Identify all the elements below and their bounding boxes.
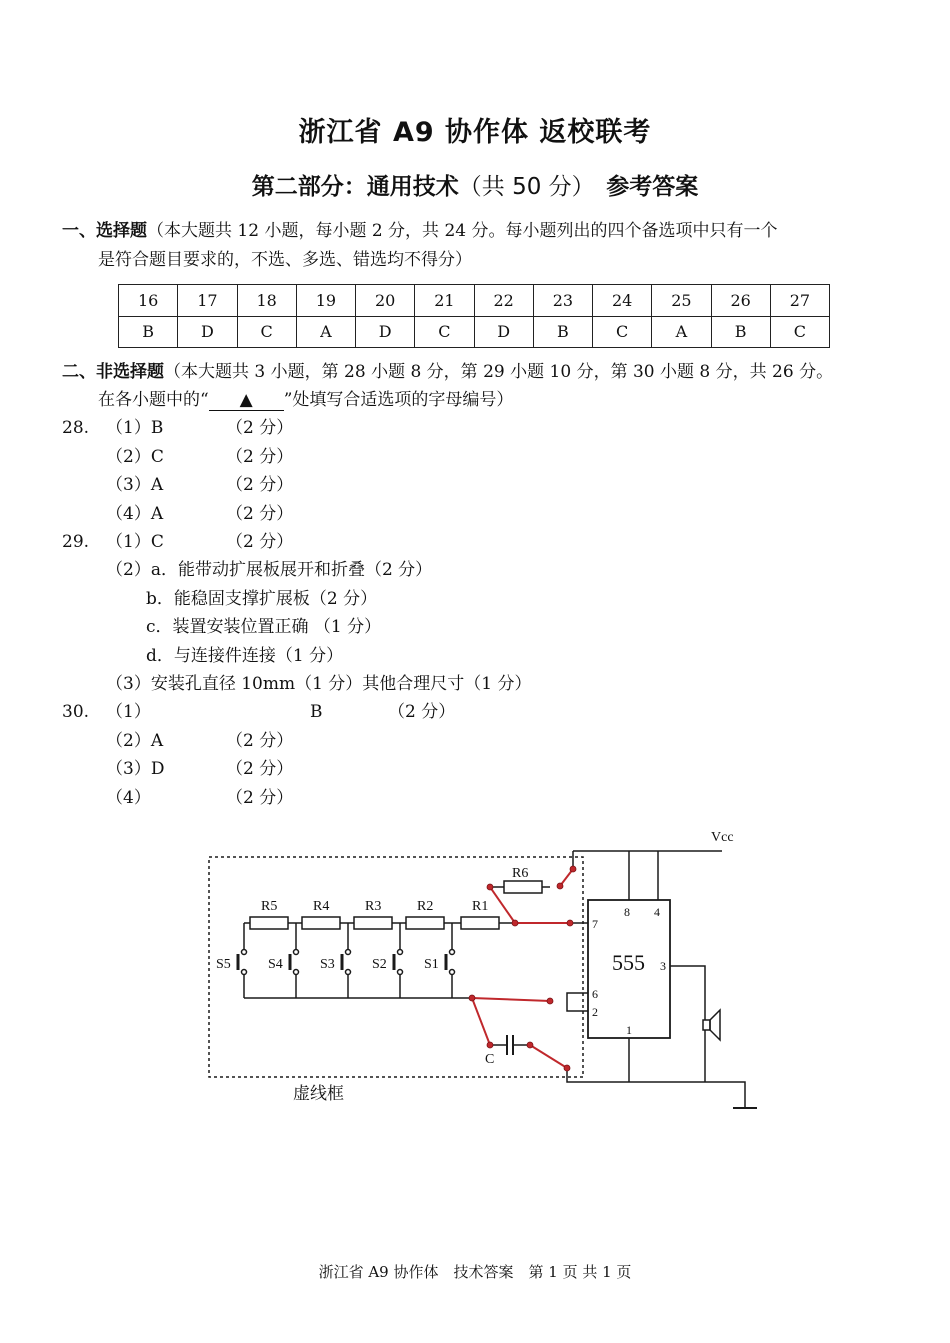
speaker-icon xyxy=(703,1020,710,1030)
q30-part4-score: （2 分） xyxy=(226,788,294,808)
pin-6: 6 xyxy=(592,987,598,1001)
q29-part1-score: （2 分） xyxy=(226,532,294,552)
question-number-cell: 20 xyxy=(356,285,415,317)
pin-3: 3 xyxy=(660,959,666,973)
label-s1: S1 xyxy=(424,957,439,972)
page-footer: 浙江省 A9 协作体 技术答案 第 1 页 共 1 页 xyxy=(318,1263,632,1281)
answer-cell: C xyxy=(237,316,296,348)
question-number-cell: 26 xyxy=(711,285,770,317)
label-dashed-frame: 虚线框 xyxy=(293,1084,344,1104)
speaker-cone-icon xyxy=(710,1010,720,1040)
resistor-r6 xyxy=(504,881,542,893)
answer-cell: C xyxy=(770,316,829,348)
answer-cell: B xyxy=(119,316,178,348)
answer-blank-marker: ▲ xyxy=(209,390,284,411)
answer-cell: D xyxy=(474,316,533,348)
q30-part4-label: （4） xyxy=(106,788,151,808)
label-s4: S4 xyxy=(268,957,283,972)
question-number-cell: 22 xyxy=(474,285,533,317)
label-r2: R2 xyxy=(417,899,434,914)
question-number-cell: 24 xyxy=(593,285,652,317)
label-s3: S3 xyxy=(320,957,335,972)
section2-heading: 二、非选择题 xyxy=(62,362,164,382)
section2-desc1: （本大题共 3 小题，第 28 小题 8 分，第 29 小题 10 分，第 30 小题 8 分，共 26 分。 xyxy=(164,362,834,382)
capacitor xyxy=(490,1035,530,1055)
pin-1: 1 xyxy=(626,1023,632,1037)
q29-part3: （3）安装孔直径 10mm（1 分）其他合理尺寸（1 分） xyxy=(106,674,532,694)
q29-part2-b: b．能稳固支撑扩展板（2 分） xyxy=(146,589,378,609)
question-number-cell: 19 xyxy=(296,285,355,317)
label-r6: R6 xyxy=(512,866,529,881)
q30-part1-answer: B xyxy=(310,702,323,722)
question-number-cell: 21 xyxy=(415,285,474,317)
q28-item-4-score: （2 分） xyxy=(226,504,294,524)
q28-item-2-label: （2）C xyxy=(106,447,164,467)
label-vcc: Vcc xyxy=(711,830,734,845)
wire-terminals xyxy=(469,866,576,1071)
label-555: 555 xyxy=(612,950,645,975)
page-title: 浙江省 A9 协作体 返校联考 xyxy=(298,117,652,148)
label-r4: R4 xyxy=(313,899,330,914)
subtitle-tail: 参考答案 xyxy=(606,174,699,200)
question-number-cell: 25 xyxy=(652,285,711,317)
label-capacitor: C xyxy=(485,1052,495,1067)
pin-2: 2 xyxy=(592,1005,598,1019)
q30-part2-score: （2 分） xyxy=(226,731,294,751)
answer-cell: C xyxy=(593,316,652,348)
q30-part1-score: （2 分） xyxy=(388,702,456,722)
q28-item-2-score: （2 分） xyxy=(226,447,294,467)
q28-item-3-score: （2 分） xyxy=(226,475,294,495)
section1-desc2: 是符合题目要求的，不选、多选、错选均不得分） xyxy=(98,250,472,270)
switch-s4 xyxy=(290,950,302,975)
question-number-cell: 18 xyxy=(237,285,296,317)
question-number-cell: 23 xyxy=(533,285,592,317)
q28-item-3-label: （3）A xyxy=(106,475,164,495)
label-r1: R1 xyxy=(472,899,489,914)
section1-desc1: （本大题共 12 小题，每小题 2 分，共 24 分。每小题列出的四个备选项中只有一个 xyxy=(147,221,778,241)
resistor-r2 xyxy=(406,917,444,929)
label-s2: S2 xyxy=(372,957,387,972)
q30-part3-label: （3）D xyxy=(106,759,165,779)
pin-4: 4 xyxy=(654,905,660,919)
answer-cell: B xyxy=(711,316,770,348)
question-number-cell: 16 xyxy=(119,285,178,317)
switch-s1 xyxy=(446,950,458,975)
section2-desc2-pre: 在各小题中的“ xyxy=(98,390,209,410)
switch-s2 xyxy=(394,950,406,975)
switch-s3 xyxy=(342,950,354,975)
answer-cell: D xyxy=(356,316,415,348)
q30-part3-score: （2 分） xyxy=(226,759,294,779)
answer-cell: A xyxy=(296,316,355,348)
q29-part2-d: d．与连接件连接（1 分） xyxy=(146,646,344,666)
switch-s5 xyxy=(238,950,250,975)
label-r3: R3 xyxy=(365,899,382,914)
subtitle-paren: （共 50 分） xyxy=(458,174,584,200)
section1-heading: 一、选择题 xyxy=(62,221,147,241)
pin-8: 8 xyxy=(624,905,630,919)
q28-item-1-score: （2 分） xyxy=(226,418,294,438)
q29-part1-label: （1）C xyxy=(106,532,164,552)
answer-cell: B xyxy=(533,316,592,348)
resistor-r1 xyxy=(461,917,499,929)
q28-item-1-label: （1）B xyxy=(106,418,164,438)
q30-part2-label: （2）A xyxy=(106,731,164,751)
subtitle-main: 第二部分：通用技术 xyxy=(251,174,459,200)
answer-cell: C xyxy=(415,316,474,348)
q29-part2-a: （2）a．能带动扩展板展开和折叠（2 分） xyxy=(106,560,433,580)
label-s5: S5 xyxy=(216,957,231,972)
q29-part2-c: c．装置安装位置正确 （1 分） xyxy=(146,617,382,637)
q28-number: 28. xyxy=(62,418,90,438)
q29-number: 29. xyxy=(62,532,90,552)
resistor-r4 xyxy=(302,917,340,929)
label-r5: R5 xyxy=(261,899,278,914)
q30-part1-label: （1） xyxy=(106,702,151,722)
resistor-r3 xyxy=(354,917,392,929)
resistor-r5 xyxy=(250,917,288,929)
answer-cell: A xyxy=(652,316,711,348)
q30-number: 30. xyxy=(62,702,90,722)
answer-cell: D xyxy=(178,316,237,348)
pin-7: 7 xyxy=(592,917,598,931)
q28-item-4-label: （4）A xyxy=(106,504,164,524)
question-number-cell: 27 xyxy=(770,285,829,317)
question-number-cell: 17 xyxy=(178,285,237,317)
section2-desc2-post: ”处填写合适选项的字母编号） xyxy=(283,390,514,410)
